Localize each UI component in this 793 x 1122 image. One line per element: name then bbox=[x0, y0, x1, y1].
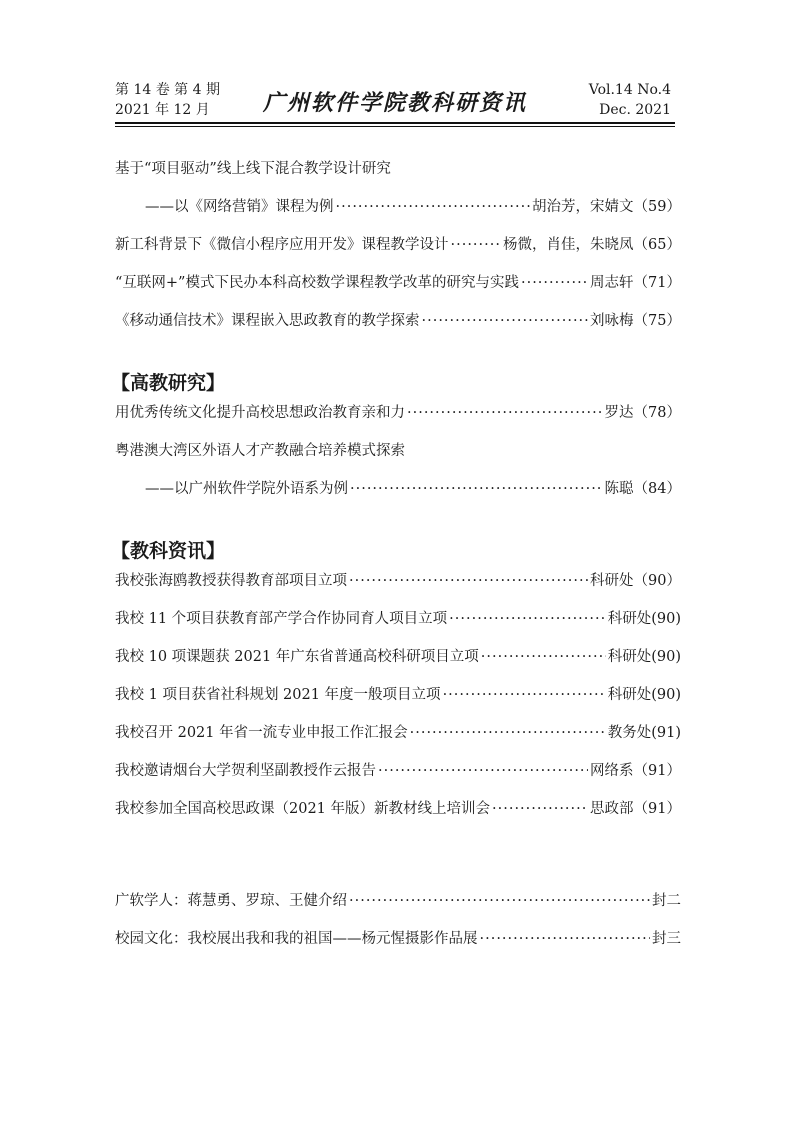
leader-dots bbox=[422, 310, 589, 332]
leader-dots bbox=[349, 570, 588, 592]
toc-group-2 bbox=[115, 402, 681, 516]
leader-dots bbox=[481, 646, 606, 668]
spacer bbox=[115, 836, 681, 890]
issue-cn: 第 14 卷 第 4 期 bbox=[115, 82, 220, 98]
toc-entry-title: 我校参加全国高校思政课（2021 年版）新教材线上培训会 bbox=[115, 801, 491, 817]
leader-dots bbox=[378, 760, 588, 782]
leader-dots bbox=[350, 478, 603, 500]
toc-entry-author-page: 杨微，肖佳，朱晓凤（65） bbox=[503, 237, 681, 253]
date-en: Dec. 2021 bbox=[599, 102, 671, 118]
toc-entry bbox=[115, 310, 681, 348]
leader-dots bbox=[407, 402, 603, 424]
toc-group-1 bbox=[115, 158, 681, 348]
toc-entry-author-page: 罗达（78） bbox=[604, 405, 681, 421]
issue-en: Vol.14 No.4 bbox=[588, 82, 671, 98]
toc-entry-title: “互联网+”模式下民办本科高校数学课程教学改革的研究与实践 bbox=[115, 275, 519, 291]
leader-dots bbox=[349, 890, 650, 912]
toc-entry bbox=[115, 928, 681, 966]
toc-entry bbox=[115, 402, 681, 440]
leader-dots bbox=[492, 798, 588, 820]
toc-entry-author-page: 科研处(90) bbox=[607, 611, 681, 627]
toc-entry bbox=[115, 646, 681, 684]
toc-entry-title: 我校 10 项课题获 2021 年广东省普通高校科研项目立项 bbox=[115, 649, 479, 665]
toc-entry bbox=[115, 158, 681, 196]
toc-entry-author-page: 科研处(90) bbox=[607, 649, 681, 665]
leader-dots bbox=[449, 608, 606, 630]
toc-entry-title: 基于“项目驱动”线上线下混合教学设计研究 bbox=[115, 161, 391, 177]
toc-entry-title: 粤港澳大湾区外语人才产教融合培养模式探索 bbox=[115, 443, 405, 459]
toc-entry-title: 我校 11 个项目获教育部产学合作协同育人项目立项 bbox=[115, 611, 448, 627]
toc-entry-author-page: 教务处(91) bbox=[607, 725, 681, 741]
toc-group-3 bbox=[115, 570, 681, 836]
toc-entry-author-page: 周志轩（71） bbox=[590, 275, 681, 291]
section-heading-news: 【教科资讯】 bbox=[111, 540, 226, 562]
toc-entry bbox=[115, 722, 681, 760]
leader-dots bbox=[521, 272, 588, 294]
toc-entry-author-page: 胡治芳，宋婧文（59） bbox=[532, 199, 681, 215]
header-rule-thick bbox=[115, 122, 675, 124]
header-rule-thin bbox=[115, 126, 675, 127]
toc-entry bbox=[115, 798, 681, 836]
toc-entry bbox=[115, 570, 681, 608]
toc-entry-author-page: 网络系（91） bbox=[590, 763, 681, 779]
toc-group-4 bbox=[115, 890, 681, 966]
leader-dots bbox=[451, 234, 502, 256]
leader-dots bbox=[336, 196, 531, 218]
toc-entry-author-page: 科研处（90） bbox=[590, 573, 681, 589]
date-cn: 2021 年 12 月 bbox=[115, 102, 210, 118]
toc-entry-author-page: 刘咏梅（75） bbox=[590, 313, 681, 329]
toc-entry-title: 新工科背景下《微信小程序应用开发》课程教学设计 bbox=[115, 237, 449, 253]
toc-entry-author-page: 思政部（91） bbox=[590, 801, 681, 817]
journal-title: 广州软件学院教科研资讯 bbox=[262, 90, 527, 116]
toc-entry bbox=[115, 684, 681, 722]
toc-entry-title: 《移动通信技术》课程嵌入思政教育的教学探索 bbox=[115, 313, 420, 329]
toc-entry-title: 广软学人：蒋慧勇、罗琼、王健介绍 bbox=[115, 893, 347, 909]
leader-dots bbox=[443, 684, 606, 706]
toc-entry-author-page: 封三 bbox=[652, 931, 681, 947]
toc-entry-author-page: 科研处(90) bbox=[607, 687, 681, 703]
toc-entry-title: ——以广州软件学院外语系为例 bbox=[145, 481, 348, 497]
toc-entry-author-page: 封二 bbox=[652, 893, 681, 909]
toc-entry-title: 我校 1 项目获省社科规划 2021 年度一般项目立项 bbox=[115, 687, 441, 703]
toc-entry-title: 我校召开 2021 年省一流专业申报工作汇报会 bbox=[115, 725, 408, 741]
leader-dots bbox=[480, 928, 651, 950]
toc-entry-title: 我校邀请烟台大学贺利坚副教授作云报告 bbox=[115, 763, 376, 779]
section-heading-higher-ed: 【高教研究】 bbox=[111, 372, 226, 394]
toc-entry bbox=[115, 234, 681, 272]
toc-entry-title: ——以《网络营销》课程为例 bbox=[145, 199, 334, 215]
header-right bbox=[589, 80, 671, 120]
toc-entry bbox=[115, 478, 681, 516]
toc-entry bbox=[115, 440, 681, 478]
toc-entry-title: 我校张海鸥教授获得教育部项目立项 bbox=[115, 573, 347, 589]
toc-entry bbox=[115, 272, 681, 310]
toc-entry-title: 校园文化：我校展出我和我的祖国——杨元惺摄影作品展 bbox=[115, 931, 478, 947]
toc-entry-author-page: 陈聪（84） bbox=[604, 481, 681, 497]
toc-entry-title: 用优秀传统文化提升高校思想政治教育亲和力 bbox=[115, 405, 405, 421]
toc-entry bbox=[115, 760, 681, 798]
page-header bbox=[115, 80, 675, 124]
table-of-contents bbox=[111, 158, 681, 966]
toc-entry bbox=[115, 608, 681, 646]
leader-dots bbox=[410, 722, 606, 744]
toc-entry bbox=[115, 890, 681, 928]
toc-entry bbox=[115, 196, 681, 234]
